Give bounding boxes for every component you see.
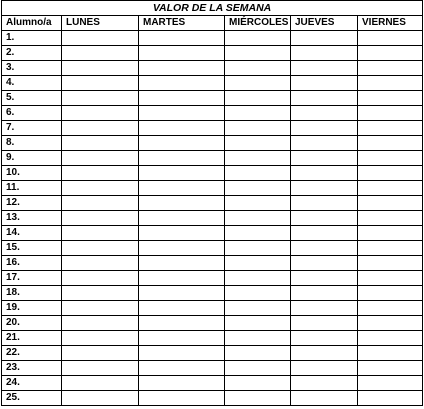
student-number-cell: 15. <box>2 241 62 256</box>
cell-friday[interactable] <box>358 211 423 226</box>
cell-thursday[interactable] <box>291 226 358 241</box>
student-number-cell: 5. <box>2 91 62 106</box>
table-row <box>2 121 423 136</box>
cell-wednesday[interactable] <box>225 151 291 166</box>
table-row <box>2 31 423 46</box>
cell-friday[interactable] <box>358 121 423 136</box>
cell-thursday[interactable] <box>291 76 358 91</box>
cell-tuesday[interactable] <box>139 256 225 271</box>
cell-tuesday[interactable] <box>139 361 225 376</box>
table-row <box>2 361 423 376</box>
student-number-cell: 22. <box>2 346 62 361</box>
title-row <box>2 1 423 16</box>
table-row <box>2 271 423 286</box>
student-number-cell: 4. <box>2 76 62 91</box>
student-number-cell: 14. <box>2 226 62 241</box>
cell-wednesday[interactable] <box>225 31 291 46</box>
table-row <box>2 211 423 226</box>
cell-monday[interactable] <box>62 91 139 106</box>
cell-tuesday[interactable] <box>139 106 225 121</box>
cell-friday[interactable] <box>358 151 423 166</box>
cell-wednesday[interactable] <box>225 241 291 256</box>
student-number-cell: 11. <box>2 181 62 196</box>
table-row <box>2 76 423 91</box>
table-row <box>2 91 423 106</box>
cell-thursday[interactable] <box>291 346 358 361</box>
cell-monday[interactable] <box>62 61 139 76</box>
cell-thursday[interactable] <box>291 331 358 346</box>
cell-monday[interactable] <box>62 196 139 211</box>
cell-monday[interactable] <box>62 106 139 121</box>
column-header-wednesday: MIÉRCOLES <box>225 16 291 31</box>
table-row <box>2 241 423 256</box>
student-number-cell: 8. <box>2 136 62 151</box>
cell-tuesday[interactable] <box>139 31 225 46</box>
cell-friday[interactable] <box>358 196 423 211</box>
table-row <box>2 331 423 346</box>
cell-friday[interactable] <box>358 31 423 46</box>
cell-tuesday[interactable] <box>139 136 225 151</box>
table-row <box>2 316 423 331</box>
cell-monday[interactable] <box>62 211 139 226</box>
cell-tuesday[interactable] <box>139 331 225 346</box>
table-row <box>2 301 423 316</box>
student-number-cell: 12. <box>2 196 62 211</box>
table-row <box>2 346 423 361</box>
table-row <box>2 181 423 196</box>
cell-tuesday[interactable] <box>139 316 225 331</box>
cell-friday[interactable] <box>358 166 423 181</box>
cell-monday[interactable] <box>62 31 139 46</box>
cell-tuesday[interactable] <box>139 211 225 226</box>
cell-friday[interactable] <box>358 256 423 271</box>
student-number-cell: 1. <box>2 31 62 46</box>
cell-wednesday[interactable] <box>225 331 291 346</box>
cell-tuesday[interactable] <box>139 286 225 301</box>
cell-friday[interactable] <box>358 76 423 91</box>
cell-wednesday[interactable] <box>225 196 291 211</box>
sheet-title: VALOR DE LA SEMANA <box>2 1 423 16</box>
cell-friday[interactable] <box>358 316 423 331</box>
student-number-cell: 10. <box>2 166 62 181</box>
student-number-cell: 24. <box>2 376 62 391</box>
table-row <box>2 46 423 61</box>
cell-wednesday[interactable] <box>225 181 291 196</box>
cell-thursday[interactable] <box>291 46 358 61</box>
cell-wednesday[interactable] <box>225 376 291 391</box>
cell-friday[interactable] <box>358 181 423 196</box>
cell-thursday[interactable] <box>291 151 358 166</box>
cell-monday[interactable] <box>62 331 139 346</box>
cell-tuesday[interactable] <box>139 196 225 211</box>
table-row <box>2 136 423 151</box>
student-number-cell: 13. <box>2 211 62 226</box>
cell-friday[interactable] <box>358 286 423 301</box>
cell-thursday[interactable] <box>291 376 358 391</box>
student-number-cell: 3. <box>2 61 62 76</box>
cell-tuesday[interactable] <box>139 76 225 91</box>
cell-thursday[interactable] <box>291 181 358 196</box>
cell-thursday[interactable] <box>291 31 358 46</box>
cell-thursday[interactable] <box>291 286 358 301</box>
cell-wednesday[interactable] <box>225 391 291 406</box>
cell-friday[interactable] <box>358 46 423 61</box>
cell-monday[interactable] <box>62 346 139 361</box>
cell-monday[interactable] <box>62 241 139 256</box>
cell-monday[interactable] <box>62 286 139 301</box>
table-row <box>2 391 423 406</box>
cell-wednesday[interactable] <box>225 121 291 136</box>
student-number-cell: 2. <box>2 46 62 61</box>
cell-monday[interactable] <box>62 76 139 91</box>
cell-wednesday[interactable] <box>225 271 291 286</box>
cell-friday[interactable] <box>358 226 423 241</box>
cell-wednesday[interactable] <box>225 211 291 226</box>
cell-tuesday[interactable] <box>139 391 225 406</box>
cell-wednesday[interactable] <box>225 136 291 151</box>
cell-thursday[interactable] <box>291 361 358 376</box>
cell-friday[interactable] <box>358 106 423 121</box>
student-number-cell: 17. <box>2 271 62 286</box>
weekly-value-table <box>1 0 423 406</box>
student-number-cell: 20. <box>2 316 62 331</box>
cell-friday[interactable] <box>358 376 423 391</box>
cell-wednesday[interactable] <box>225 256 291 271</box>
column-header-thursday: JUEVES <box>291 16 358 31</box>
table-body <box>2 1 423 406</box>
student-number-cell: 23. <box>2 361 62 376</box>
table-row <box>2 166 423 181</box>
cell-thursday[interactable] <box>291 91 358 106</box>
cell-friday[interactable] <box>358 241 423 256</box>
cell-wednesday[interactable] <box>225 346 291 361</box>
cell-monday[interactable] <box>62 46 139 61</box>
table-row <box>2 226 423 241</box>
cell-friday[interactable] <box>358 91 423 106</box>
cell-monday[interactable] <box>62 181 139 196</box>
cell-tuesday[interactable] <box>139 61 225 76</box>
cell-monday[interactable] <box>62 151 139 166</box>
cell-thursday[interactable] <box>291 271 358 286</box>
cell-monday[interactable] <box>62 226 139 241</box>
cell-monday[interactable] <box>62 301 139 316</box>
student-number-cell: 19. <box>2 301 62 316</box>
cell-thursday[interactable] <box>291 106 358 121</box>
cell-tuesday[interactable] <box>139 151 225 166</box>
cell-monday[interactable] <box>62 391 139 406</box>
cell-thursday[interactable] <box>291 121 358 136</box>
cell-friday[interactable] <box>358 301 423 316</box>
cell-wednesday[interactable] <box>225 316 291 331</box>
student-number-cell: 7. <box>2 121 62 136</box>
cell-monday[interactable] <box>62 166 139 181</box>
cell-wednesday[interactable] <box>225 361 291 376</box>
cell-monday[interactable] <box>62 256 139 271</box>
cell-thursday[interactable] <box>291 241 358 256</box>
cell-friday[interactable] <box>358 391 423 406</box>
cell-friday[interactable] <box>358 361 423 376</box>
column-header-friday: VIERNES <box>358 16 423 31</box>
cell-thursday[interactable] <box>291 136 358 151</box>
cell-friday[interactable] <box>358 136 423 151</box>
cell-wednesday[interactable] <box>225 91 291 106</box>
cell-thursday[interactable] <box>291 301 358 316</box>
cell-tuesday[interactable] <box>139 376 225 391</box>
cell-friday[interactable] <box>358 61 423 76</box>
cell-tuesday[interactable] <box>139 46 225 61</box>
student-number-cell: 21. <box>2 331 62 346</box>
cell-monday[interactable] <box>62 316 139 331</box>
cell-tuesday[interactable] <box>139 166 225 181</box>
cell-monday[interactable] <box>62 376 139 391</box>
column-header-monday: LUNES <box>62 16 139 31</box>
student-number-cell: 16. <box>2 256 62 271</box>
cell-wednesday[interactable] <box>225 226 291 241</box>
cell-wednesday[interactable] <box>225 76 291 91</box>
cell-monday[interactable] <box>62 136 139 151</box>
cell-thursday[interactable] <box>291 256 358 271</box>
cell-wednesday[interactable] <box>225 61 291 76</box>
table-row <box>2 256 423 271</box>
cell-tuesday[interactable] <box>139 91 225 106</box>
student-number-cell: 18. <box>2 286 62 301</box>
cell-tuesday[interactable] <box>139 301 225 316</box>
column-header-student: Alumno/a <box>2 16 62 31</box>
cell-wednesday[interactable] <box>225 106 291 121</box>
cell-tuesday[interactable] <box>139 241 225 256</box>
cell-tuesday[interactable] <box>139 121 225 136</box>
student-number-cell: 9. <box>2 151 62 166</box>
table-row <box>2 61 423 76</box>
cell-monday[interactable] <box>62 121 139 136</box>
cell-tuesday[interactable] <box>139 181 225 196</box>
cell-wednesday[interactable] <box>225 46 291 61</box>
cell-friday[interactable] <box>358 331 423 346</box>
cell-thursday[interactable] <box>291 196 358 211</box>
cell-thursday[interactable] <box>291 211 358 226</box>
cell-wednesday[interactable] <box>225 166 291 181</box>
cell-thursday[interactable] <box>291 166 358 181</box>
cell-monday[interactable] <box>62 361 139 376</box>
cell-tuesday[interactable] <box>139 226 225 241</box>
cell-wednesday[interactable] <box>225 301 291 316</box>
header-row <box>2 16 423 31</box>
table-row <box>2 376 423 391</box>
cell-friday[interactable] <box>358 346 423 361</box>
table-row <box>2 106 423 121</box>
cell-friday[interactable] <box>358 271 423 286</box>
table-row <box>2 286 423 301</box>
cell-thursday[interactable] <box>291 61 358 76</box>
cell-monday[interactable] <box>62 271 139 286</box>
cell-thursday[interactable] <box>291 316 358 331</box>
cell-tuesday[interactable] <box>139 346 225 361</box>
column-header-tuesday: MARTES <box>139 16 225 31</box>
cell-wednesday[interactable] <box>225 286 291 301</box>
table-row <box>2 151 423 166</box>
student-number-cell: 6. <box>2 106 62 121</box>
table-row <box>2 196 423 211</box>
cell-thursday[interactable] <box>291 391 358 406</box>
student-number-cell: 25. <box>2 391 62 406</box>
cell-tuesday[interactable] <box>139 271 225 286</box>
